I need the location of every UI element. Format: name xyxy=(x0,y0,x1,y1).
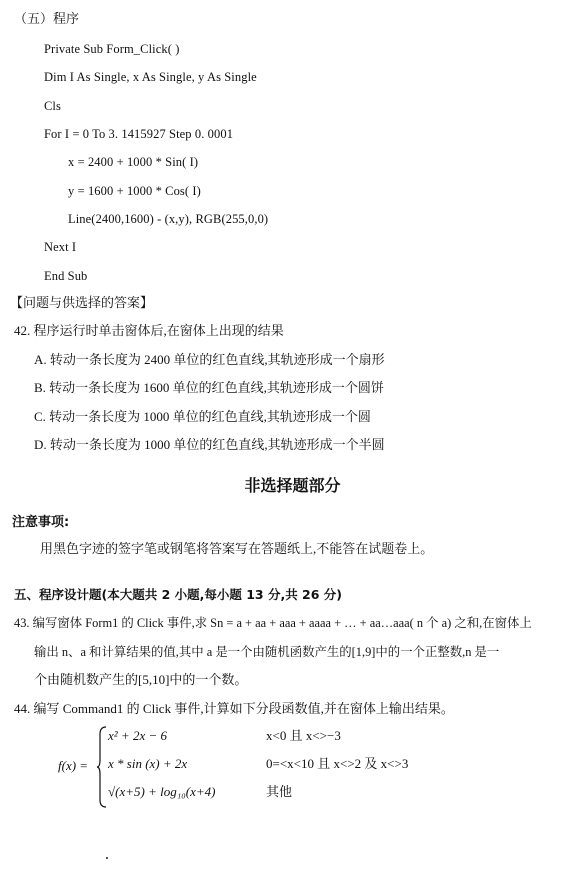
function-case-2-expr: x * sin (x) + 2x xyxy=(108,756,188,771)
code-line: Line(2400,1600) - (x,y), RGB(255,0,0) xyxy=(68,212,269,226)
answers-heading: 【问题与供选择的答案】 xyxy=(10,295,154,310)
question-43-line-1: 43. 编写窗体 Form1 的 Click 事件,求 Sn = a + aa + aaa + aaaa + … + aa…aaa( n 个 a) 之和,在窗体上 xyxy=(14,616,532,630)
notes-text: 用黑色字迹的签字笔或钢笔将答案写在答题纸上,不能答在试题卷上。 xyxy=(40,541,434,556)
code-line: Cls xyxy=(44,99,61,113)
option-d: D. 转动一条长度为 1000 单位的红色直线,其轨迹形成一个半圆 xyxy=(34,437,385,452)
code-line: Dim I As Single, x As Single, y As Single xyxy=(44,70,257,84)
section-heading: （五）程序 xyxy=(14,11,80,26)
code-line: y = 1600 + 1000 * Cos( I) xyxy=(68,184,201,198)
option-a: A. 转动一条长度为 2400 单位的红色直线,其轨迹形成一个扇形 xyxy=(34,352,385,367)
option-b: B. 转动一条长度为 1600 单位的红色直线,其轨迹形成一个圆饼 xyxy=(34,380,384,395)
question-43-line-3: 个由随机数产生的[5,10]中的一个数。 xyxy=(34,672,248,687)
option-c: C. 转动一条长度为 1000 单位的红色直线,其轨迹形成一个圆 xyxy=(34,409,371,424)
function-lhs: f(x) = xyxy=(58,758,89,773)
function-case-3-expr: √(x+5) + log₁₀(x+4) xyxy=(108,784,216,799)
question-42: 42. 程序运行时单击窗体后,在窗体上出现的结果 xyxy=(14,323,284,338)
question-43-line-2: 输出 n、a 和计算结果的值,其中 a 是一个由随机函数产生的[1,9]中的一个正整数,n 是一 xyxy=(34,645,500,659)
notes-heading: 注意事项: xyxy=(12,515,70,530)
code-line: Next I xyxy=(44,240,77,254)
part-title: 非选择题部分 xyxy=(244,476,341,495)
brace-icon xyxy=(96,726,108,808)
code-line: End Sub xyxy=(44,269,88,283)
section-5-heading: 五、程序设计题(本大题共 2 小题,每小题 13 分,共 26 分) xyxy=(14,587,343,602)
code-line: For I = 0 To 3. 1415927 Step 0. 0001 xyxy=(44,127,234,141)
function-case-1-expr: x² + 2x − 6 xyxy=(108,728,167,743)
code-line: Private Sub Form_Click( ) xyxy=(44,42,180,56)
function-case-3-condition: 其他 xyxy=(266,784,293,799)
stray-mark xyxy=(106,857,108,859)
code-line: x = 2400 + 1000 * Sin( I) xyxy=(68,155,199,169)
function-case-1-condition: x<0 且 x<>−3 xyxy=(266,728,341,743)
function-case-2-condition: 0=<x<10 且 x<>2 及 x<>3 xyxy=(266,756,409,771)
question-44: 44. 编写 Command1 的 Click 事件,计算如下分段函数值,并在窗体上输出结果。 xyxy=(14,701,454,716)
